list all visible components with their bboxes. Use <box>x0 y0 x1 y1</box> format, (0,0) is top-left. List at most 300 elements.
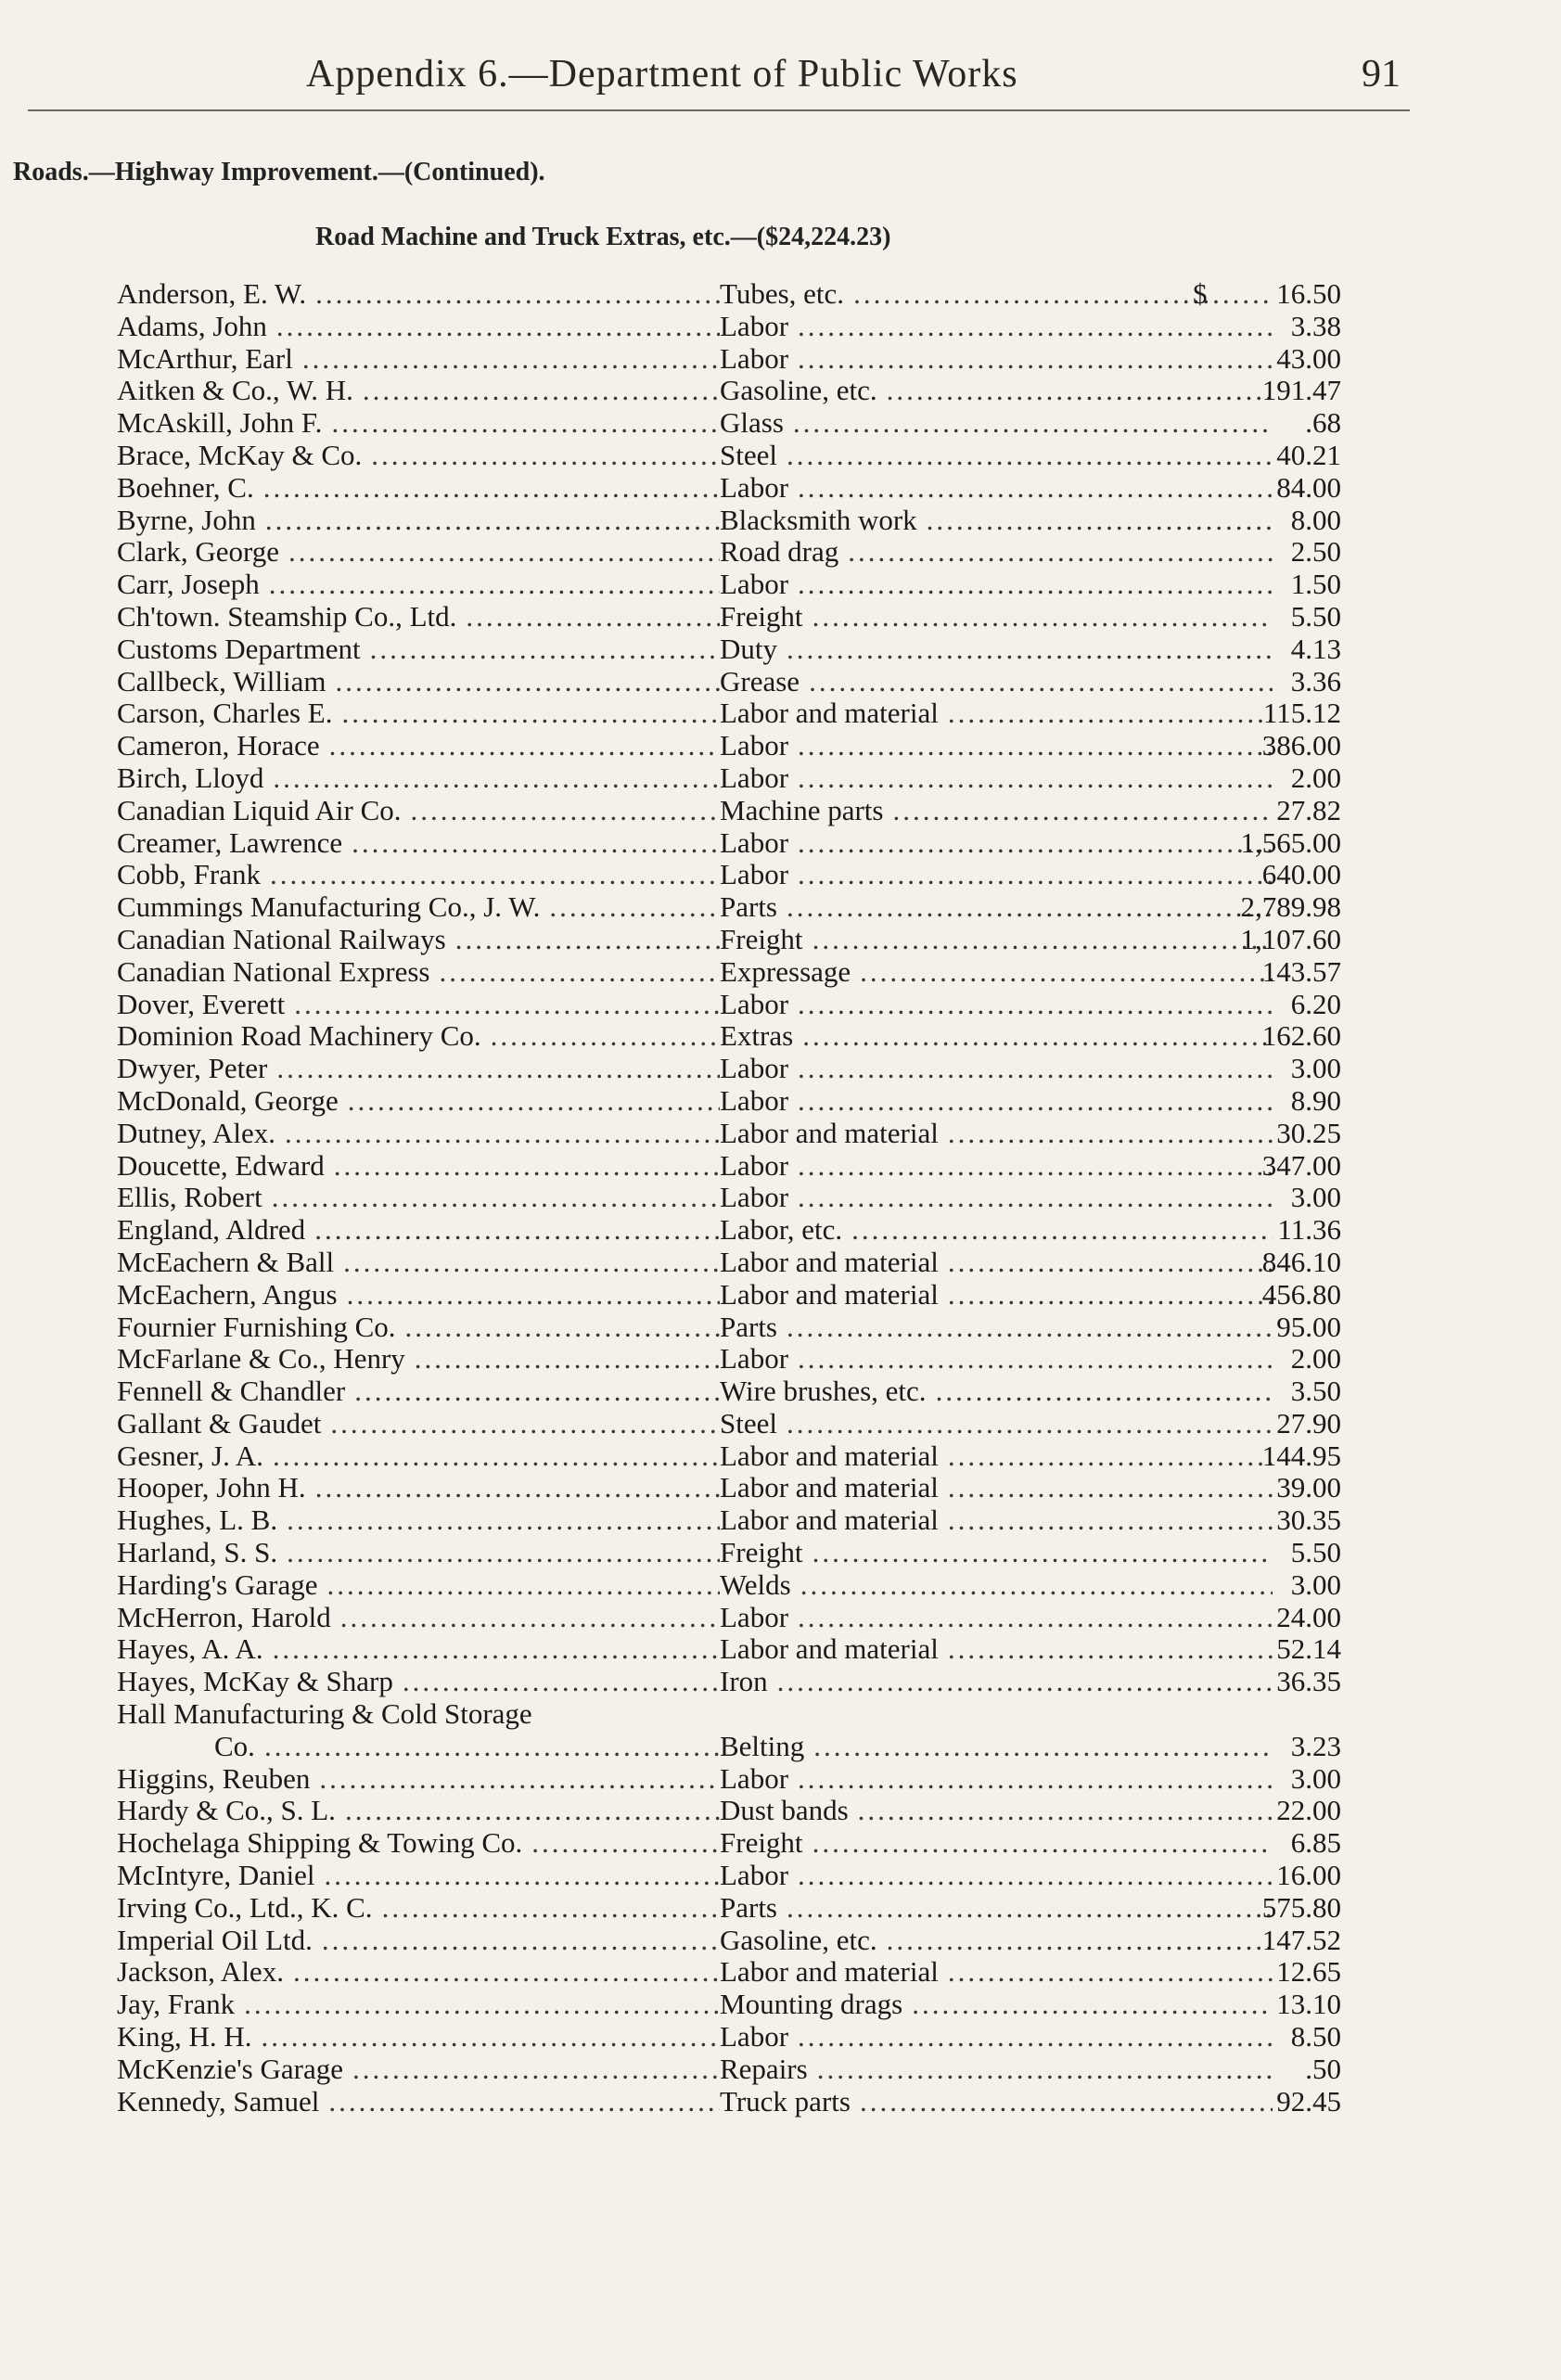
item-description: Parts <box>720 891 777 924</box>
item-cell <box>720 1150 1286 1183</box>
item-description: Labor and material <box>720 1246 939 1278</box>
amount-value: 43.00 <box>1276 341 1341 375</box>
item-description: Road drag <box>720 536 839 569</box>
item-description: Freight <box>720 600 803 633</box>
payee-cell <box>117 1247 720 1279</box>
dot-leader <box>549 891 720 924</box>
item-description: Parts <box>720 1891 777 1924</box>
payee-cell <box>117 1408 720 1440</box>
payee-cell <box>117 569 720 601</box>
amount-value: 24.00 <box>1276 1600 1341 1633</box>
payee-name: Hooper, John H. <box>117 1472 306 1504</box>
payee-cell <box>117 1827 720 1860</box>
item-description: Freight <box>720 923 803 955</box>
amount-value: 1,107.60 <box>1240 922 1341 955</box>
payee-name: Hayes, McKay & Sharp <box>117 1666 393 1698</box>
dot-leader <box>324 1860 720 1892</box>
dot-leader <box>341 697 720 730</box>
item-description: Steel <box>720 1407 777 1440</box>
item-cell <box>720 1118 1286 1150</box>
amount-value: 22.00 <box>1276 1794 1341 1827</box>
dot-leader <box>354 1376 720 1408</box>
amount-value: 3.00 <box>1290 1052 1341 1085</box>
dot-leader <box>322 1925 720 1957</box>
dot-leader <box>851 1214 1273 1247</box>
payee-name: Customs Department <box>117 633 361 665</box>
payee-cell <box>117 1698 720 1763</box>
dot-leader <box>343 1247 720 1279</box>
amount-value: 16.50 <box>1276 277 1341 310</box>
payee-cell <box>117 1956 720 1989</box>
item-description: Labor <box>720 1860 789 1892</box>
item-description: Labor <box>720 1762 789 1795</box>
dot-leader <box>936 1376 1273 1408</box>
amount-value: 27.82 <box>1276 793 1341 826</box>
item-cell <box>720 2021 1286 2054</box>
item-cell <box>720 440 1286 472</box>
item-cell <box>720 730 1286 762</box>
payee-cell <box>117 1763 720 1796</box>
payee-name: Cameron, Horace <box>117 730 320 762</box>
dot-leader <box>802 1020 1273 1053</box>
dot-leader <box>371 440 720 472</box>
ledger-row <box>117 956 1341 989</box>
dot-leader <box>288 536 720 569</box>
item-description: Labor and material <box>720 1504 939 1537</box>
payee-cell <box>117 311 720 343</box>
payee-name: Callbeck, William <box>117 665 326 697</box>
item-cell <box>720 1569 1286 1602</box>
dot-leader <box>348 1085 720 1118</box>
ledger-row <box>117 1633 1341 1666</box>
item-cell <box>720 697 1286 730</box>
payee-name: McKenzie's Garage <box>117 2053 343 2085</box>
item-cell <box>720 956 1286 989</box>
page-header <box>0 48 1561 104</box>
ledger-row <box>117 1892 1341 1925</box>
dot-leader <box>411 795 720 827</box>
ledger-row <box>117 1118 1341 1150</box>
ledger-row <box>117 601 1341 633</box>
ledger-row <box>117 827 1341 860</box>
ledger-row <box>117 1602 1341 1634</box>
item-cell <box>720 1633 1286 1666</box>
dot-leader <box>352 2054 720 2086</box>
payee-cell <box>117 1343 720 1376</box>
dot-leader <box>347 1279 720 1312</box>
payee-name: Canadian National Railways <box>117 923 446 955</box>
ledger-row <box>117 1182 1341 1214</box>
amount-value: 1.50 <box>1290 568 1341 601</box>
ledger-row <box>117 1989 1341 2021</box>
amount-value: 456.80 <box>1261 1277 1341 1311</box>
payee-name: McDonald, George <box>117 1084 339 1117</box>
dot-leader <box>329 730 720 762</box>
item-cell <box>720 1537 1286 1569</box>
item-description: Truck parts <box>720 2085 851 2118</box>
payee-cell <box>117 633 720 666</box>
payee-name-continued: Co. <box>214 1730 255 1762</box>
ledger-row <box>117 666 1341 698</box>
ledger-row <box>117 795 1341 827</box>
ledger-row <box>117 311 1341 343</box>
ledger-row <box>117 536 1341 569</box>
payee-cell <box>117 1892 720 1925</box>
amount-value: .68 <box>1305 406 1341 440</box>
dot-leader <box>860 2086 1273 2118</box>
payee-cell <box>117 407 720 440</box>
dot-leader <box>948 1504 1273 1537</box>
item-cell <box>720 1020 1286 1053</box>
ledger-row <box>117 2054 1341 2086</box>
section-title: Roads.—Highway Improvement.—(Continued). <box>13 158 545 186</box>
dot-leader <box>319 1763 720 1796</box>
payee-cell <box>117 1376 720 1408</box>
dot-leader <box>273 1440 720 1473</box>
amount-value: 162.60 <box>1261 1019 1341 1053</box>
payee-cell <box>117 505 720 537</box>
amount-value: 6.20 <box>1290 987 1341 1020</box>
item-description: Labor <box>720 1084 789 1117</box>
dot-leader <box>273 762 720 795</box>
amount-value: 52.14 <box>1276 1632 1341 1666</box>
item-cell <box>720 407 1286 440</box>
payee-cell <box>117 1569 720 1602</box>
item-description: Labor <box>720 1149 789 1182</box>
item-cell <box>720 1279 1286 1312</box>
item-cell <box>720 666 1286 698</box>
item-cell <box>720 569 1286 601</box>
payee-cell <box>117 2021 720 2054</box>
payee-name: Fournier Furnishing Co. <box>117 1311 396 1343</box>
dot-leader <box>800 1569 1273 1602</box>
item-description: Labor <box>720 988 789 1020</box>
dot-leader <box>340 1602 720 1634</box>
item-description: Welds <box>720 1568 791 1601</box>
payee-name: Dwyer, Peter <box>117 1053 268 1085</box>
item-cell <box>720 1343 1286 1376</box>
payee-cell <box>117 375 720 407</box>
payee-name: Doucette, Edward <box>117 1149 325 1182</box>
ledger-row <box>117 1440 1341 1473</box>
ledger-row <box>117 1376 1341 1408</box>
amount-value: 39.00 <box>1276 1471 1341 1504</box>
payee-name: England, Aldred <box>117 1214 306 1247</box>
dot-leader <box>352 827 720 860</box>
item-description: Labor and material <box>720 1633 939 1666</box>
dot-leader <box>812 1537 1273 1569</box>
ledger-row <box>117 1214 1341 1247</box>
item-cell <box>720 633 1286 666</box>
payee-name: Carr, Joseph <box>117 569 260 601</box>
item-cell <box>720 1247 1286 1279</box>
currency-symbol: $ <box>1193 277 1208 310</box>
item-description: Labor <box>720 730 789 762</box>
dot-leader <box>787 1408 1273 1440</box>
payee-cell <box>117 536 720 569</box>
payee-name: Clark, George <box>117 536 280 569</box>
item-cell <box>720 1795 1286 1827</box>
dot-leader <box>798 311 1273 343</box>
payee-cell <box>117 827 720 860</box>
item-description: Labor, etc. <box>720 1214 843 1247</box>
dot-leader <box>848 536 1273 569</box>
amount-value: .50 <box>1305 2052 1341 2085</box>
expense-ledger <box>117 278 1341 2118</box>
payee-cell <box>117 666 720 698</box>
amount-value: 3.00 <box>1290 1761 1341 1795</box>
amount-value: 95.00 <box>1276 1310 1341 1343</box>
payee-name: Canadian Liquid Air Co. <box>117 794 402 826</box>
item-cell <box>720 1504 1286 1537</box>
item-description: Labor and material <box>720 1117 939 1149</box>
payee-cell <box>117 1214 720 1247</box>
ledger-row <box>117 1279 1341 1312</box>
ledger-row <box>117 891 1341 924</box>
item-description: Labor and material <box>720 697 939 730</box>
ledger-row <box>117 989 1341 1021</box>
dot-leader <box>270 859 720 891</box>
item-description: Parts <box>720 1311 777 1343</box>
dot-leader <box>809 666 1273 698</box>
ledger-row <box>117 1698 1341 1763</box>
dot-leader <box>817 2054 1273 2086</box>
amount-value: 8.50 <box>1290 2020 1341 2054</box>
amount-value: 347.00 <box>1261 1148 1341 1182</box>
item-cell <box>720 375 1286 407</box>
payee-name: Imperial Oil Ltd. <box>117 1924 313 1956</box>
dot-leader <box>315 278 720 311</box>
payee-name: McAskill, John F. <box>117 407 323 440</box>
amount-value: 640.00 <box>1261 858 1341 891</box>
item-description: Grease <box>720 665 800 697</box>
ledger-row <box>117 762 1341 795</box>
amount-value: 2.50 <box>1290 535 1341 569</box>
payee-name: McHerron, Harold <box>117 1601 331 1633</box>
amount-value: 13.10 <box>1276 1988 1341 2021</box>
amount-value: 84.00 <box>1276 470 1341 504</box>
payee-name: Irving Co., Ltd., K. C. <box>117 1891 373 1924</box>
payee-cell <box>117 1989 720 2021</box>
dot-leader <box>948 1118 1273 1150</box>
payee-cell <box>117 2054 720 2086</box>
payee-name: Jackson, Alex. <box>117 1956 284 1989</box>
amount-value: 2,789.98 <box>1240 890 1341 924</box>
ledger-row <box>117 1020 1341 1053</box>
item-description: Glass <box>720 407 784 440</box>
payee-cell <box>117 1602 720 1634</box>
payee-name: Kennedy, Samuel <box>117 2085 320 2118</box>
payee-cell <box>117 1440 720 1473</box>
ledger-row <box>117 569 1341 601</box>
dot-leader <box>777 1666 1273 1698</box>
payee-name: Aitken & Co., W. H. <box>117 375 353 407</box>
ledger-row <box>117 1763 1341 1796</box>
ledger-row <box>117 1312 1341 1344</box>
dot-leader <box>382 1892 720 1925</box>
ledger-row <box>117 407 1341 440</box>
payee-cell <box>117 730 720 762</box>
payee-cell <box>117 2086 720 2118</box>
dot-leader <box>331 407 720 440</box>
ledger-row <box>117 1343 1341 1376</box>
amount-value: 3.00 <box>1290 1181 1341 1214</box>
dot-leader <box>798 827 1273 860</box>
dot-leader <box>787 440 1273 472</box>
dot-leader <box>813 1731 1273 1763</box>
ledger-row <box>117 924 1341 956</box>
dot-leader <box>455 924 720 956</box>
amount-value: 12.65 <box>1276 1955 1341 1989</box>
dot-leader <box>912 1989 1273 2021</box>
dot-leader <box>793 407 1273 440</box>
payee-cell <box>117 472 720 505</box>
payee-name: Gesner, J. A. <box>117 1440 264 1472</box>
payee-name: Canadian National Express <box>117 955 430 988</box>
dot-leader <box>269 569 720 601</box>
ledger-row <box>117 1956 1341 1989</box>
dot-leader <box>328 2086 720 2118</box>
dot-leader <box>948 1279 1273 1312</box>
item-description: Labor <box>720 569 789 601</box>
amount-value: 2.00 <box>1290 1342 1341 1376</box>
dot-leader <box>439 956 720 989</box>
payee-name: Adams, John <box>117 310 267 342</box>
dot-leader <box>787 891 1273 924</box>
dot-leader <box>860 956 1273 989</box>
item-cell <box>720 1214 1286 1247</box>
item-cell <box>720 2086 1286 2118</box>
amount-value: 5.50 <box>1290 1536 1341 1569</box>
dot-leader <box>263 472 720 505</box>
item-description: Iron <box>720 1666 768 1698</box>
amount-value: 3.23 <box>1290 1729 1341 1762</box>
payee-name: King, H. H. <box>117 2021 252 2054</box>
item-cell <box>720 1925 1286 1957</box>
dot-leader <box>798 730 1273 762</box>
table-heading: Road Machine and Truck Extras, etc.—($24,224.23) <box>315 223 891 251</box>
ledger-row <box>117 730 1341 762</box>
ledger-row <box>117 1247 1341 1279</box>
dot-leader <box>265 505 720 537</box>
item-description: Tubes, etc. <box>720 278 845 310</box>
payee-cell <box>117 1633 720 1666</box>
dot-leader <box>812 1827 1273 1860</box>
dot-leader <box>273 1633 720 1666</box>
item-cell <box>720 1472 1286 1504</box>
payee-name: Hughes, L. B. <box>117 1504 278 1537</box>
payee-cell <box>117 1312 720 1344</box>
dot-leader <box>798 1150 1273 1183</box>
payee-name: Dominion Road Machinery Co. <box>117 1020 481 1053</box>
item-cell <box>720 343 1286 376</box>
item-description: Labor <box>720 1053 789 1085</box>
dot-leader <box>264 1731 720 1763</box>
item-description: Gasoline, etc. <box>720 1924 877 1956</box>
item-cell <box>720 1408 1286 1440</box>
amount-value: 575.80 <box>1261 1890 1341 1924</box>
payee-cell <box>117 1020 720 1053</box>
amount-value: 3.36 <box>1290 664 1341 697</box>
payee-cell <box>117 1860 720 1892</box>
payee-cell <box>117 1150 720 1183</box>
dot-leader <box>287 1504 720 1537</box>
item-description: Expressage <box>720 955 851 988</box>
dot-leader <box>334 1150 720 1183</box>
item-cell <box>720 1312 1286 1344</box>
amount-value: 115.12 <box>1262 697 1341 730</box>
dot-leader <box>927 505 1273 537</box>
item-cell <box>720 1376 1286 1408</box>
amount-value: 6.85 <box>1290 1826 1341 1860</box>
item-description: Freight <box>720 1827 803 1860</box>
ledger-row <box>117 1504 1341 1537</box>
payee-cell <box>117 891 720 924</box>
amount-value: 386.00 <box>1261 729 1341 762</box>
item-description: Labor <box>720 310 789 342</box>
item-description: Labor <box>720 761 789 794</box>
dot-leader <box>798 343 1273 376</box>
dot-leader <box>272 1182 720 1214</box>
item-cell <box>720 1182 1286 1214</box>
dot-leader <box>858 1795 1273 1827</box>
dot-leader <box>948 1440 1273 1473</box>
dot-leader <box>330 1408 720 1440</box>
amount-value: 144.95 <box>1261 1439 1341 1472</box>
amount-value: 3.00 <box>1290 1567 1341 1601</box>
item-cell <box>720 1731 1286 1763</box>
payee-cell <box>117 924 720 956</box>
item-description: Labor and material <box>720 1440 939 1472</box>
payee-name: Hochelaga Shipping & Towing Co. <box>117 1827 523 1860</box>
payee-cell <box>117 1182 720 1214</box>
dot-leader <box>302 343 720 376</box>
item-cell <box>720 1440 1286 1473</box>
dot-leader <box>948 1956 1273 1989</box>
amount-value: 191.47 <box>1261 374 1341 407</box>
item-description: Steel <box>720 439 777 471</box>
payee-cell <box>117 1053 720 1085</box>
amount-value: 11.36 <box>1277 1213 1341 1247</box>
dot-leader <box>244 1989 720 2021</box>
dot-leader <box>948 697 1273 730</box>
item-cell <box>720 1602 1286 1634</box>
ledger-row <box>117 278 1341 311</box>
payee-name: McFarlane & Co., Henry <box>117 1343 405 1376</box>
payee-cell <box>117 1504 720 1537</box>
payee-cell <box>117 1666 720 1698</box>
dot-leader <box>787 633 1273 666</box>
item-cell <box>720 891 1286 924</box>
payee-name: Boehner, C. <box>117 471 254 504</box>
item-cell <box>720 827 1286 860</box>
item-cell <box>720 1860 1286 1892</box>
dot-leader <box>812 601 1273 633</box>
item-cell <box>720 536 1286 569</box>
item-cell <box>720 601 1286 633</box>
payee-cell <box>117 795 720 827</box>
ledger-row <box>117 1925 1341 1957</box>
dot-leader <box>798 1053 1273 1085</box>
item-description: Labor <box>720 1343 789 1376</box>
payee-name: Dutney, Alex. <box>117 1117 276 1149</box>
ledger-row <box>117 2086 1341 2118</box>
payee-cell <box>117 343 720 376</box>
dot-leader <box>294 989 720 1021</box>
dot-leader <box>798 569 1273 601</box>
item-cell <box>720 795 1286 827</box>
dot-leader <box>403 1666 720 1698</box>
